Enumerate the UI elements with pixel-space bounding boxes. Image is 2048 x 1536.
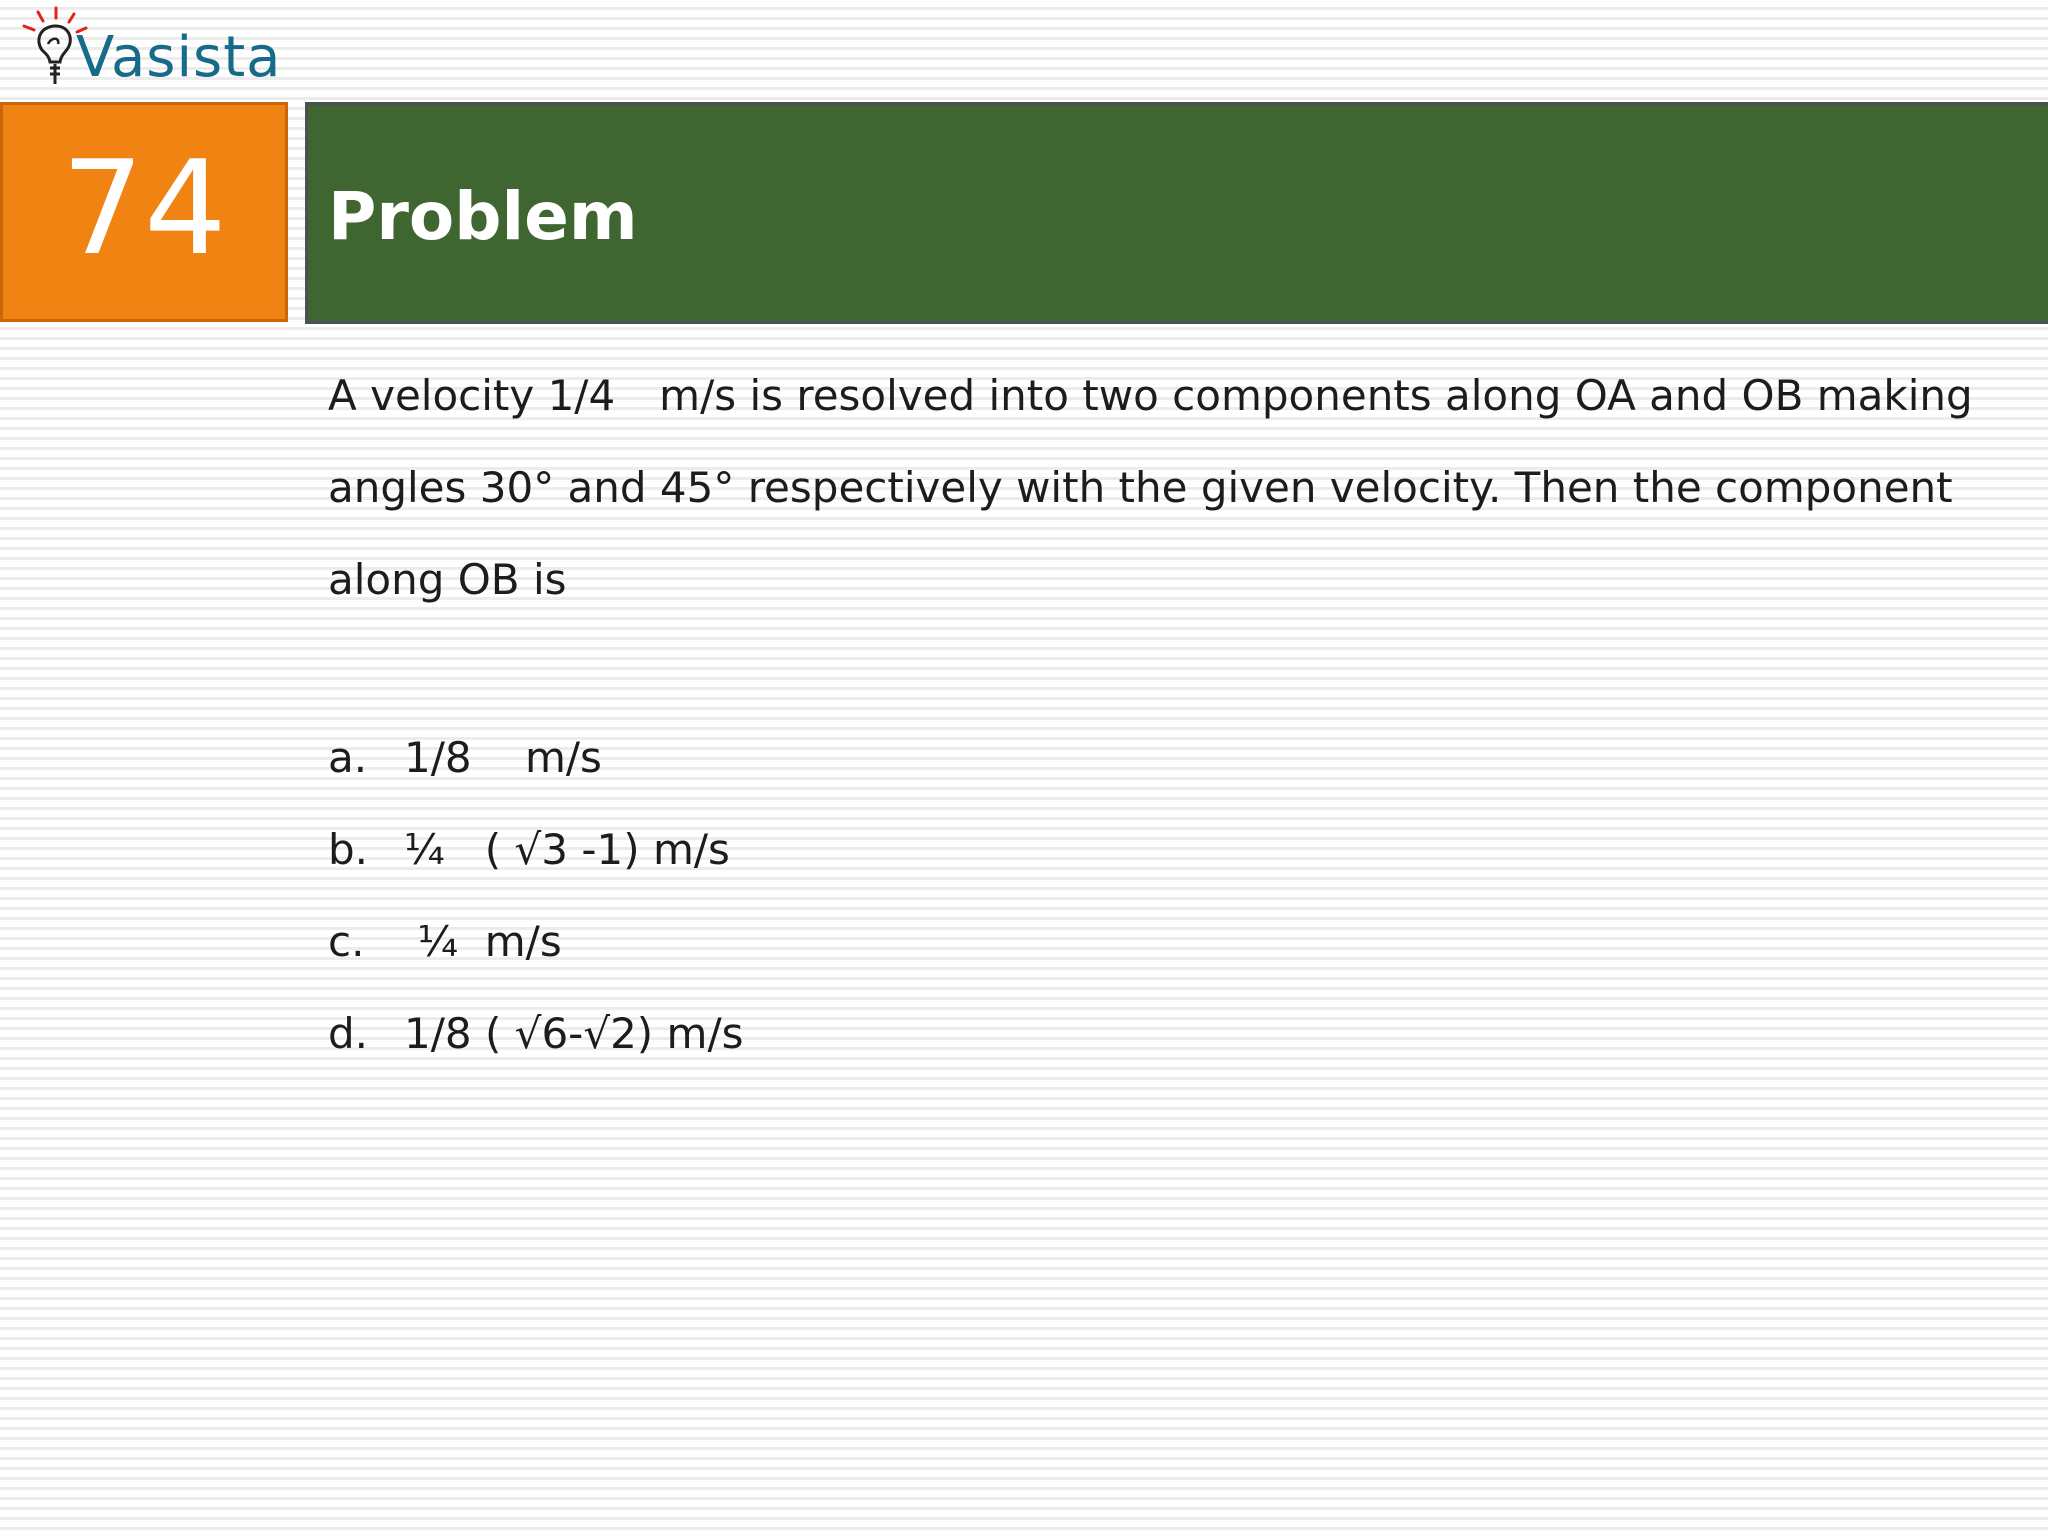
vasista-logo [18, 6, 288, 98]
slide-title: Problem [328, 177, 638, 255]
question-part-2: m/s is resolved into two components along OA and OB making angles 30° and 45° respectively with the given velocity. Then the component along OB is [328, 371, 1973, 604]
option-a [328, 712, 744, 804]
title-bar [305, 102, 2048, 324]
option-letter: c. [328, 917, 365, 966]
option-letter: a. [328, 733, 368, 782]
option-b [328, 804, 744, 896]
option-text: 1/8 m/s [404, 733, 602, 782]
option-c [328, 896, 744, 988]
question-text [328, 350, 2008, 626]
answer-options [328, 712, 744, 1080]
option-letter: b. [328, 825, 369, 874]
slide-number-box [0, 102, 288, 322]
brand-name: Vasista [76, 25, 282, 90]
option-text: ¼ m/s [404, 917, 562, 966]
slide-number: 74 [61, 132, 227, 284]
option-d [328, 988, 744, 1080]
option-text: ¼ ( √3 -1) m/s [404, 825, 730, 874]
option-letter: d. [328, 1009, 369, 1058]
question-part-1: A velocity 1/4 [328, 371, 616, 420]
option-text: 1/8 ( √6-√2) m/s [404, 1009, 744, 1058]
